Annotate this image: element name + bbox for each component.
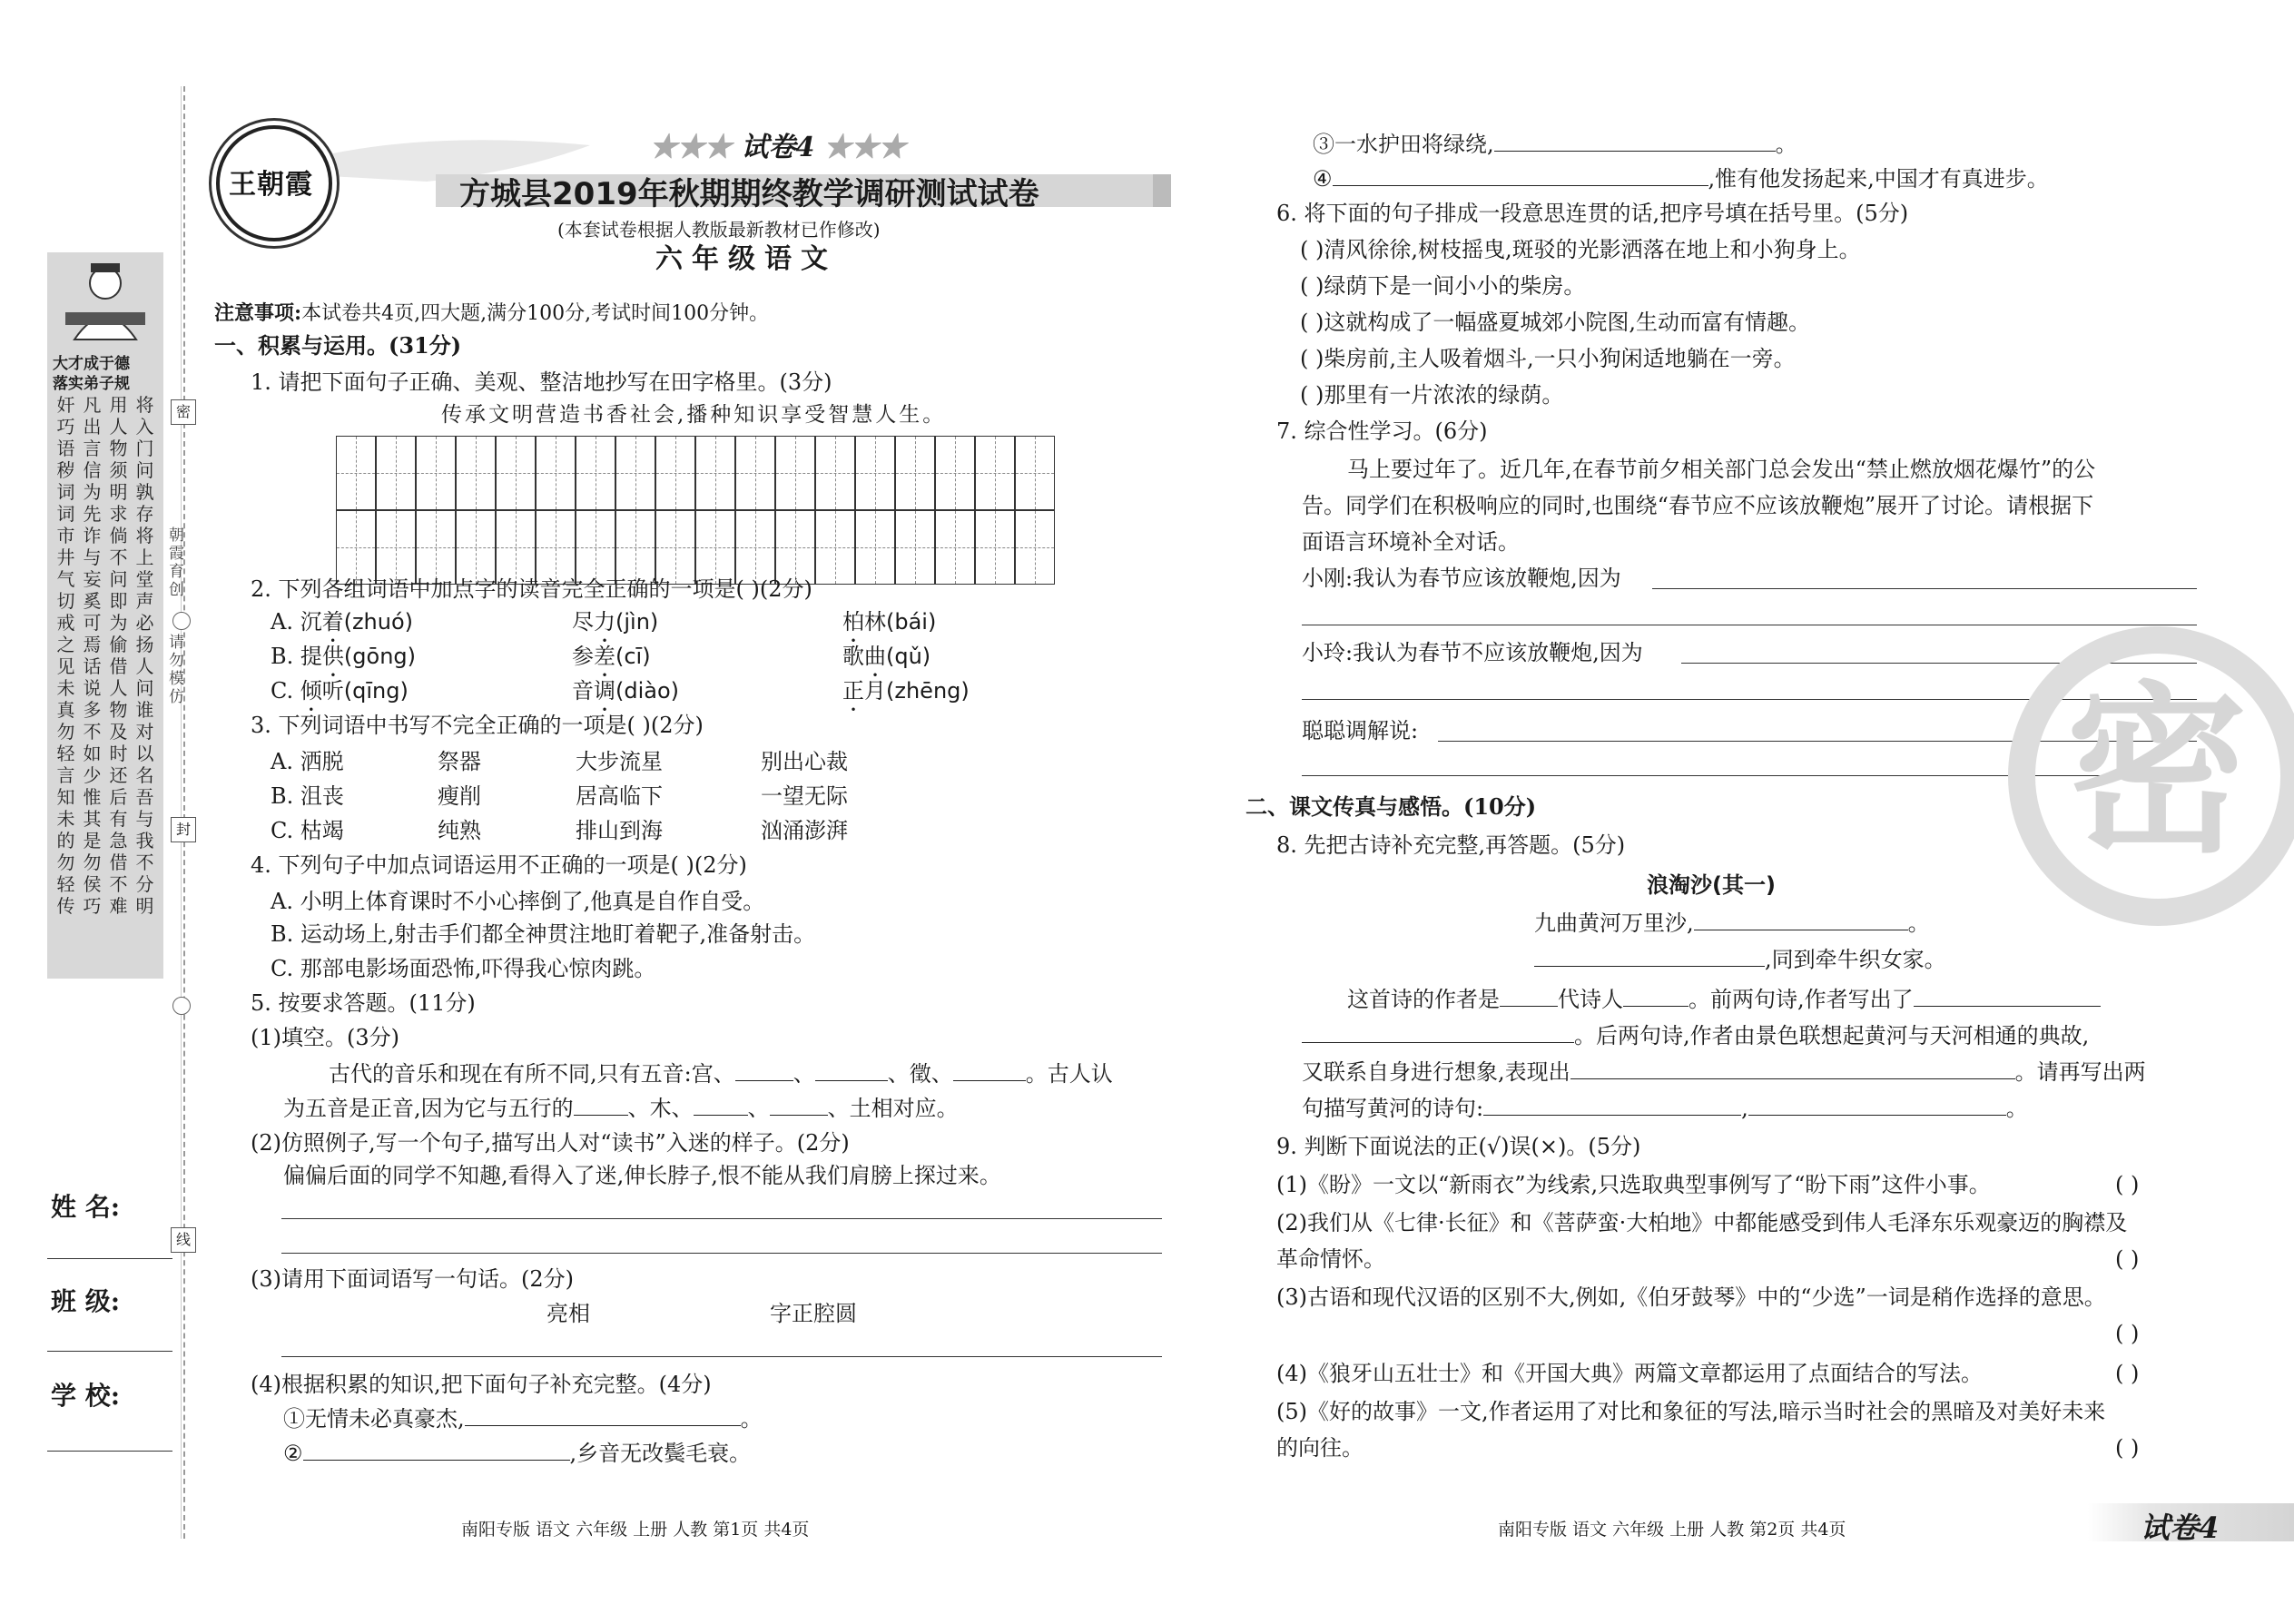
motto-top: 大才成于德: [53, 355, 130, 373]
q5-p1-label: (1)填空。(3分): [251, 1025, 399, 1050]
maxim-char: 真: [56, 699, 75, 721]
q1-sentence: 传承文明营造书香社会,播种知识享受智慧人生。: [441, 403, 947, 427]
q9-item-4: (4)《狼牙山五壮士》和《开国大典》两篇文章都运用了点面结合的写法。: [1276, 1361, 1983, 1386]
maxim-char: 与: [83, 546, 102, 568]
maxim-char: 明: [135, 895, 154, 917]
tianzige-grid[interactable]: [336, 436, 1055, 585]
maxim-char: 词: [56, 481, 75, 503]
motto-bottom: 落实弟子规: [53, 375, 130, 393]
q8-answer-2: 。后两句诗,作者由景色联想起黄河与天河相通的典故,: [1302, 1020, 2089, 1051]
tianzige-cell[interactable]: [496, 436, 536, 510]
maxim-char: 轻: [56, 743, 75, 764]
maxim-char: 的: [56, 830, 75, 851]
star-icon: ★★★: [814, 132, 906, 163]
maxim-char: 上: [135, 546, 154, 568]
maxim-char: 急: [109, 830, 128, 851]
q5-p3-label: (3)请用下面词语写一句话。(2分): [251, 1266, 574, 1292]
confidential-stamp: 密: [2008, 626, 2294, 926]
blank[interactable]: [1623, 984, 1689, 1007]
maxim-char: 不: [109, 873, 128, 895]
q7-stem: 7. 综合性学习。(6分): [1276, 418, 1488, 444]
q2-opt-b2: 参差(cī): [572, 644, 651, 669]
q7-xiaoling: 小玲:我认为春节不应该放鞭炮,因为: [1302, 640, 1643, 665]
q2-opt-b1: B. 提供(gōng): [271, 644, 416, 669]
maxim-char: 借: [109, 851, 128, 873]
tianzige-cell[interactable]: [975, 510, 1015, 585]
name-label: 姓 名:: [51, 1192, 121, 1222]
maxim-char: 借: [109, 655, 128, 677]
q6-item-2: ( )绿荫下是一间小小的柴房。: [1300, 273, 1586, 299]
class-field[interactable]: [47, 1351, 172, 1352]
maxim-char: 时: [109, 743, 128, 764]
maxim-char: 语: [56, 438, 75, 459]
q5-p4-item4: ④ ,惟有他发扬起来,中国才有真进步。: [1313, 163, 2049, 194]
q8-stem: 8. 先把古诗补充完整,再答题。(5分): [1276, 832, 1626, 858]
blank[interactable]: [1570, 1057, 2015, 1079]
maxim-char: 说: [83, 677, 102, 699]
poem-line-1: 九曲黄河万里沙, 。: [1534, 908, 1930, 939]
maxim-char: 难: [109, 895, 128, 917]
q3-a4: 别出心裁: [761, 749, 848, 774]
q5-p2-example: 偏偏后面的同学不知趣,看得入了迷,伸长脖子,恨不能从我们肩膀上探过来。: [283, 1163, 1001, 1188]
maxim-char: 将: [135, 394, 154, 416]
maxim-char: 如: [83, 743, 102, 764]
q9-item-5b: 的向往。: [1276, 1435, 1364, 1461]
q7-para-2: 告。同学们在积极响应的同时,也围绕“春节应不应该放鞭炮”展开了讨论。请根据下: [1302, 493, 2094, 518]
margin-motto-panel: [47, 252, 163, 979]
blank[interactable]: [1534, 944, 1765, 967]
q3-b3: 居高临下: [576, 783, 663, 809]
q9-item-2: (2)我们从《七律·长征》和《菩萨蛮·大柏地》中都能感受到伟人毛泽东乐观豪迈的胸襟及: [1276, 1210, 2128, 1235]
tianzige-cell[interactable]: [416, 436, 456, 510]
tianzige-cell[interactable]: [655, 436, 695, 510]
answer-line[interactable]: [281, 1218, 1162, 1219]
q9-item-5: (5)《好的故事》一文,作者运用了对比和象征的写法,暗示当时社会的黑暗及对美好未来: [1276, 1399, 2106, 1424]
maxim-char: 后: [109, 786, 128, 808]
blank[interactable]: [735, 1058, 793, 1081]
tianzige-cell[interactable]: [855, 510, 895, 585]
q3-a2: 祭器: [438, 749, 481, 774]
maxim-char: 戒: [56, 612, 75, 634]
maxim-char: 是: [83, 830, 102, 851]
tianzige-cell[interactable]: [536, 436, 576, 510]
series-badge: ★★★ 试卷4 ★★★: [650, 132, 906, 163]
maxim-char: 还: [109, 764, 128, 786]
maxim-char: 倘: [109, 525, 128, 546]
maxim-char: 信: [83, 459, 102, 481]
maxim-char: 吾: [135, 786, 154, 808]
maxim-char: 知: [56, 786, 75, 808]
margin-side-text-2: 请勿模仿: [165, 634, 183, 706]
q3-c1: C. 枯竭: [271, 818, 344, 843]
q2-stem: 2. 下列各组词语中加点字的读音完全正确的一项是( )(2分): [251, 576, 812, 602]
maxim-char: 之: [56, 634, 75, 655]
maxim-char: 多: [83, 699, 102, 721]
q1-stem: 1. 请把下面句子正确、美观、整洁地抄写在田字格里。(3分): [251, 369, 832, 395]
blank[interactable]: [1333, 163, 1708, 186]
maxim-char: 言: [56, 764, 75, 786]
maxim-char: 将: [135, 525, 154, 546]
q5-stem: 5. 按要求答题。(11分): [251, 990, 476, 1016]
tianzige-cell[interactable]: [935, 436, 975, 510]
footer-right: 南阳专版 语文 六年级 上册 人教 第2页 共4页: [1498, 1520, 1846, 1540]
maxim-char: 勿: [83, 851, 102, 873]
tianzige-cell[interactable]: [576, 436, 615, 510]
tianzige-cell[interactable]: [1015, 510, 1055, 585]
q9-item-2b: 革命情怀。: [1276, 1246, 1385, 1272]
maxim-char: 求: [109, 503, 128, 525]
maxim-grid: [53, 394, 158, 917]
maxim-char: 井: [56, 546, 75, 568]
page-badge: 试卷4: [2088, 1503, 2294, 1541]
class-label: 班 级:: [51, 1286, 121, 1316]
tianzige-cell[interactable]: [815, 510, 855, 585]
maxim-char: 巧: [56, 416, 75, 438]
maxim-char: 用: [109, 394, 128, 416]
q5-p3-word2: 字正腔圆: [770, 1301, 857, 1326]
notice: 注意事项:本试卷共4页,四大题,满分100分,考试时间100分钟。: [214, 301, 770, 325]
maxim-char: 诈: [83, 525, 102, 546]
maxim-char: 巧: [83, 895, 102, 917]
blank[interactable]: [1694, 908, 1908, 930]
tianzige-cell[interactable]: [935, 510, 975, 585]
blank[interactable]: [465, 1403, 741, 1426]
blank[interactable]: [953, 1058, 1026, 1081]
section1-heading: 一、积累与运用。(31分): [214, 332, 462, 359]
q4-opt-a: A. 小明上体育课时不小心摔倒了,他真是自作自受。: [271, 889, 765, 914]
maxim-char: 须: [109, 459, 128, 481]
blank[interactable]: [694, 1093, 748, 1116]
q5-p1-line2: 为五音是正音,因为它与五行的 、木、 、 、土相对应。: [283, 1093, 959, 1124]
maxim-char: 可: [83, 612, 102, 634]
q2-opt-a1: A. 沉着(zhuó): [271, 609, 414, 635]
tianzige-cell[interactable]: [615, 436, 655, 510]
maxim-char: 孰: [135, 481, 154, 503]
maxim-char: 偷: [109, 634, 128, 655]
blank[interactable]: [1914, 984, 2101, 1007]
logo-badge: [216, 125, 332, 241]
q4-stem: 4. 下列句子中加点词语运用不正确的一项是( )(2分): [251, 852, 747, 878]
maxim-char: 分: [135, 873, 154, 895]
tianzige-cell[interactable]: [895, 510, 935, 585]
maxim-char: 为: [109, 612, 128, 634]
answer-line[interactable]: [281, 1356, 1162, 1357]
exam-subtitle: (本套试卷根据人教版最新教材已作修改): [557, 219, 881, 241]
q2-opt-a2: 尽力(jìn): [572, 609, 659, 635]
q6-item-1: ( )清风徐徐,树枝摇曳,斑驳的光影洒落在地上和小狗身上。: [1300, 237, 1861, 262]
q5-p4-label: (4)根据积累的知识,把下面句子补充完整。(4分): [251, 1372, 712, 1397]
maxim-char: 侯: [83, 873, 102, 895]
scholar-illustration: [47, 258, 163, 349]
star-icon: ★★★: [650, 132, 742, 163]
q3-stem: 3. 下列词语中书写不完全正确的一项是( )(2分): [251, 713, 704, 738]
maxim-char: 名: [135, 764, 154, 786]
q3-b1: B. 沮丧: [271, 783, 344, 809]
maxim-char: 不: [109, 546, 128, 568]
maxim-char: 未: [56, 808, 75, 830]
answer-line[interactable]: [281, 1253, 1162, 1254]
maxim-char: 问: [135, 677, 154, 699]
maxim-char: 传: [56, 895, 75, 917]
maxim-char: 见: [56, 655, 75, 677]
exam-subject: 六年级语文: [655, 243, 837, 275]
blank[interactable]: [815, 1058, 888, 1081]
tianzige-cell[interactable]: [895, 436, 935, 510]
q9-bracket-3[interactable]: ( ): [2115, 1321, 2140, 1346]
school-field[interactable]: [47, 1451, 172, 1452]
maxim-char: 堂: [135, 568, 154, 590]
q2-opt-c3: 正月(zhēng): [842, 678, 970, 704]
blank[interactable]: [1500, 984, 1558, 1007]
q8-answer-3: 又联系自身进行想象,表现出 。请再写出两: [1302, 1057, 2146, 1088]
maxim-char: 有: [109, 808, 128, 830]
blank[interactable]: [1494, 129, 1776, 152]
poem-line-2: ,同到牵牛织女家。: [1534, 944, 1946, 975]
margin-circle-icon-1: [172, 612, 191, 630]
maxim-char: 少: [83, 764, 102, 786]
maxim-char: 即: [109, 590, 128, 612]
maxim-char: 问: [109, 568, 128, 590]
margin-circle-icon-2: [172, 997, 191, 1015]
tianzige-cell[interactable]: [775, 436, 815, 510]
maxim-char: 妄: [83, 568, 102, 590]
q6-item-3: ( )这就构成了一幅盛夏城郊小院图,生动而富有情趣。: [1300, 310, 1810, 335]
maxim-char: 人: [109, 677, 128, 699]
tianzige-cell[interactable]: [456, 436, 496, 510]
maxim-char: 切: [56, 590, 75, 612]
q9-item-3: (3)古语和现代汉语的区别不大,例如,《伯牙鼓琴》中的“少选”一词是稍作选择的意思。: [1276, 1284, 2106, 1310]
q6-stem: 6. 将下面的句子排成一段意思连贯的话,把序号填在括号里。(5分): [1276, 201, 1909, 226]
footer-left: 南阳专版 语文 六年级 上册 人教 第1页 共4页: [461, 1520, 810, 1540]
maxim-char: 出: [83, 416, 102, 438]
maxim-char: 不: [135, 851, 154, 873]
q2-opt-b3: 歌曲(qǔ): [842, 644, 931, 669]
section2-heading: 二、课文传真与感悟。(10分): [1245, 793, 1537, 820]
q5-p4-item3: ③一水护田将绿绕, 。: [1313, 129, 1797, 160]
maxim-char: 勿: [56, 721, 75, 743]
maxim-char: 与: [135, 808, 154, 830]
q2-opt-c2: 音调(diào): [572, 678, 680, 704]
maxim-char: 言: [83, 438, 102, 459]
maxim-char: 人: [135, 655, 154, 677]
q3-c3: 排山到海: [576, 818, 663, 843]
maxim-char: 奚: [83, 590, 102, 612]
maxim-char: 门: [135, 438, 154, 459]
tianzige-row: [336, 436, 1055, 510]
q5-p2-label: (2)仿照例子,写一个句子,描写出人对“读书”入迷的样子。(2分): [251, 1130, 850, 1156]
q9-bracket-2[interactable]: ( ): [2115, 1246, 2140, 1272]
maxim-char: 秽: [56, 459, 75, 481]
seal-mark-top: 密: [171, 399, 196, 425]
maxim-char: 扬: [135, 634, 154, 655]
maxim-char: 轻: [56, 873, 75, 895]
blank[interactable]: [770, 1093, 828, 1116]
binding-dashed-line-2: [181, 86, 182, 1539]
maxim-char: 勿: [56, 851, 75, 873]
poem-title: 浪淘沙(其一): [1647, 872, 1776, 898]
q3-c2: 纯熟: [438, 818, 481, 843]
maxim-char: 明: [109, 481, 128, 503]
tianzige-cell[interactable]: [815, 436, 855, 510]
maxim-char: 奸: [56, 394, 75, 416]
maxim-char: 话: [83, 655, 102, 677]
q9-bracket-4[interactable]: ( ): [2115, 1361, 2140, 1386]
maxim-char: 存: [135, 503, 154, 525]
q6-item-4: ( )柴房前,主人吸着烟斗,一只小狗闲适地躺在一旁。: [1300, 346, 1796, 371]
maxim-char: 其: [83, 808, 102, 830]
blank[interactable]: [1748, 1093, 2006, 1116]
tianzige-cell[interactable]: [975, 436, 1015, 510]
maxim-char: 人: [109, 416, 128, 438]
q2-opt-a3: 柏林(bái): [842, 609, 937, 635]
q8-answer-4: 句描写黄河的诗句: , 。: [1302, 1093, 2028, 1124]
tianzige-cell[interactable]: [376, 436, 416, 510]
q5-p3-word1: 亮相: [546, 1301, 590, 1326]
school-label: 学 校:: [51, 1381, 121, 1411]
maxim-char: 焉: [83, 634, 102, 655]
q7-congming: 聪聪调解说:: [1302, 718, 1419, 743]
logo-text: 王朝霞: [229, 169, 313, 201]
maxim-char: 声: [135, 590, 154, 612]
maxim-char: 问: [135, 459, 154, 481]
blank[interactable]: [303, 1438, 570, 1461]
q6-item-5: ( )那里有一片浓浓的绿荫。: [1300, 382, 1564, 408]
q8-answer-1: 这首诗的作者是 代诗人 。前两句诗,作者写出了: [1347, 984, 2101, 1015]
exam-title: 方城县2019年秋期期终教学调研测试试卷: [459, 176, 1039, 212]
q3-b4: 一望无际: [761, 783, 848, 809]
blank[interactable]: [1302, 1020, 1574, 1043]
q9-bracket-1[interactable]: ( ): [2115, 1172, 2140, 1197]
maxim-char: 谁: [135, 699, 154, 721]
maxim-char: 对: [135, 721, 154, 743]
q5-p4-item2: ② ,乡音无改鬓毛衰。: [283, 1438, 751, 1469]
maxim-char: 物: [109, 438, 128, 459]
maxim-char: 气: [56, 568, 75, 590]
maxim-char: 不: [83, 721, 102, 743]
maxim-char: 物: [109, 699, 128, 721]
blank[interactable]: [574, 1093, 628, 1116]
maxim-char: 为: [83, 481, 102, 503]
q7-para-1: 马上要过年了。近几年,在春节前夕相关部门总会发出“禁止燃放烟花爆竹”的公: [1347, 457, 2096, 482]
q9-bracket-5[interactable]: ( ): [2115, 1435, 2140, 1461]
margin-side-text-1: 朝霞育创: [165, 527, 183, 599]
seal-mark-bot: 线: [171, 1227, 196, 1253]
maxim-char: 及: [109, 721, 128, 743]
binding-dashed-line: [183, 86, 185, 1539]
tianzige-cell[interactable]: [735, 436, 775, 510]
maxim-char: 凡: [83, 394, 102, 416]
q4-opt-c: C. 那部电影场面恐怖,吓得我心惊肉跳。: [271, 956, 656, 981]
tianzige-cell[interactable]: [855, 436, 895, 510]
q3-a3: 大步流星: [576, 749, 663, 774]
q2-opt-c1: C. 倾听(qīng): [271, 678, 409, 704]
tianzige-cell[interactable]: [1015, 436, 1055, 510]
maxim-char: 先: [83, 503, 102, 525]
maxim-char: 我: [135, 830, 154, 851]
q7-xiaogang: 小刚:我认为春节应该放鞭炮,因为: [1302, 566, 1621, 591]
q3-c4: 汹涌澎湃: [761, 818, 848, 843]
maxim-char: 未: [56, 677, 75, 699]
maxim-char: 惟: [83, 786, 102, 808]
maxim-char: 入: [135, 416, 154, 438]
name-field[interactable]: [47, 1258, 172, 1259]
blank[interactable]: [1483, 1093, 1741, 1116]
maxim-char: 市: [56, 525, 75, 546]
seal-mark-mid: 封: [171, 817, 196, 842]
q4-opt-b: B. 运动场上,射击手们都全神贯注地盯着靶子,准备射击。: [271, 921, 816, 947]
q5-p4-item1: ①无情未必真豪杰, 。: [283, 1403, 763, 1434]
q3-b2: 瘦削: [438, 783, 481, 809]
maxim-char: 词: [56, 503, 75, 525]
q5-p1-line1: 古代的音乐和现在有所不同,只有五音:宫、 、 、徵、 。古人认: [329, 1058, 1113, 1089]
q9-stem: 9. 判断下面说法的正(√)误(×)。(5分): [1276, 1134, 1641, 1159]
tianzige-cell[interactable]: [336, 436, 376, 510]
maxim-char: 必: [135, 612, 154, 634]
maxim-char: 以: [135, 743, 154, 764]
tianzige-cell[interactable]: [695, 436, 735, 510]
q3-a1: A. 洒脱: [271, 749, 344, 774]
q7-para-3: 面语言环境补全对话。: [1302, 529, 1520, 555]
q9-item-1: (1)《盼》一文以“新雨衣”为线索,只选取典型事例写了“盼下雨”这件小事。: [1276, 1172, 1991, 1197]
answer-line[interactable]: [1652, 588, 2197, 589]
